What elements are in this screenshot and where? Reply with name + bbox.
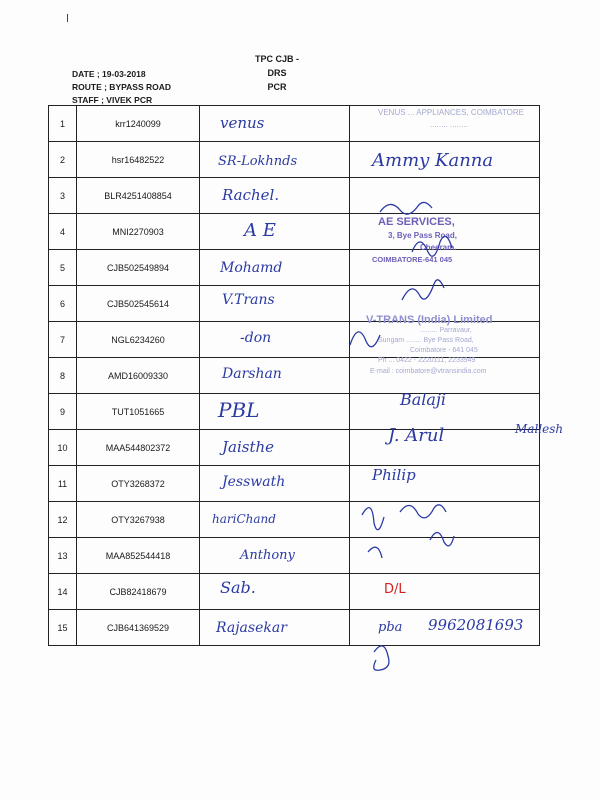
consignment-number: OTY3267938 bbox=[77, 502, 200, 538]
row-number: 13 bbox=[49, 538, 77, 574]
venus-stamp-line2: ........ ........ bbox=[430, 120, 468, 129]
receiver-name: Jaisthe bbox=[222, 438, 275, 456]
row-number: 4 bbox=[49, 214, 77, 250]
remark-row-13: D/L bbox=[384, 582, 406, 597]
ae-stamp-address3: COIMBATORE-641 045 bbox=[372, 255, 453, 264]
venus-stamp: VENUS ... APPLIANCES, COIMBATORE bbox=[378, 108, 524, 117]
row-number: 8 bbox=[49, 358, 77, 394]
receiver-name: Jesswath bbox=[222, 474, 286, 490]
consignment-number: AMD16009330 bbox=[77, 358, 200, 394]
scribble-row-3 bbox=[380, 202, 432, 214]
consignment-number: TUT1051665 bbox=[77, 394, 200, 430]
receiver-name: V.Trans bbox=[222, 292, 275, 308]
consignment-number: BLR4251408854 bbox=[77, 178, 200, 214]
vtrans-stamp: V-TRANS (India) Limited bbox=[366, 314, 493, 326]
scribble-row-6 bbox=[350, 332, 380, 347]
row-number: 10 bbox=[49, 430, 77, 466]
signature-row-9-margin: Mallesh bbox=[515, 422, 564, 436]
row-number: 1 bbox=[49, 106, 77, 142]
scribble-row-5 bbox=[402, 280, 444, 300]
vtrans-stamp-address3: Coimbatore - 641 045 bbox=[410, 347, 478, 354]
receiver-name: Sab. bbox=[220, 578, 256, 597]
date-field: DATE ; 19-03-2018 bbox=[72, 69, 146, 79]
row-number: 15 bbox=[49, 610, 77, 646]
row-number: 14 bbox=[49, 574, 77, 610]
receiver-name: PBL bbox=[218, 398, 260, 422]
row-number: 9 bbox=[49, 394, 77, 430]
receiver-name: -don bbox=[240, 330, 272, 346]
signature-row-14: 9962081693 bbox=[428, 616, 524, 634]
consignment-number: MNI2270903 bbox=[77, 214, 200, 250]
route-field: ROUTE ; BYPASS ROAD bbox=[72, 82, 172, 92]
signature-row-10: Philip bbox=[372, 466, 416, 484]
signature-row-2: Ammy Kanna bbox=[372, 150, 494, 171]
receiver-name: Mohamd bbox=[220, 260, 283, 276]
receiver-name: venus bbox=[220, 114, 265, 132]
vtrans-stamp-address2: Sungam ........ Bye Pass Road, bbox=[378, 337, 474, 344]
consignment-number: MAA544802372 bbox=[77, 430, 200, 466]
vtrans-stamp-email: E-mail : coimbatore@vtransindia.com bbox=[370, 368, 487, 375]
scribble-row-4 bbox=[412, 236, 452, 256]
ae-stamp-address1: 3, Bye Pass Road, bbox=[388, 231, 457, 240]
consignment-number: CJB502545614 bbox=[77, 286, 200, 322]
consignment-number: CJB502549894 bbox=[77, 250, 200, 286]
receiver-name: Anthony bbox=[240, 548, 295, 563]
scribble-row-15 bbox=[374, 646, 389, 670]
row-number: 7 bbox=[49, 322, 77, 358]
subtitle-line: PCR bbox=[267, 82, 287, 92]
consignment-number: NGL6234260 bbox=[77, 322, 200, 358]
receiver-name: SR-Lokhnds bbox=[218, 154, 298, 169]
consignment-number: CJB82418679 bbox=[77, 574, 200, 610]
consignment-number: hsr16482522 bbox=[77, 142, 200, 178]
staff-field: STAFF ; VIVEK PCR bbox=[72, 95, 153, 105]
receiver-name: hariChand bbox=[212, 512, 276, 526]
row-number: 5 bbox=[49, 250, 77, 286]
signature-row-14-prefix: pba bbox=[378, 620, 403, 635]
consignment-number: krr1240099 bbox=[77, 106, 200, 142]
vtrans-stamp-phone: Ph ... 0422 - 2220111, 2233949 bbox=[378, 357, 476, 364]
row-number: 12 bbox=[49, 502, 77, 538]
receiver-name: Rachel. bbox=[222, 186, 280, 204]
receiver-name: A E bbox=[244, 220, 276, 241]
scribble-row-11 bbox=[362, 505, 446, 530]
row-number: 2 bbox=[49, 142, 77, 178]
signature-row-8: Balaji bbox=[400, 390, 447, 409]
consignment-number: OTY3268372 bbox=[77, 466, 200, 502]
ae-stamp-address2: Cheeram. bbox=[420, 243, 457, 252]
row-number: 11 bbox=[49, 466, 77, 502]
row-number: 6 bbox=[49, 286, 77, 322]
receiver-name: Darshan bbox=[222, 366, 282, 382]
title-line: TPC CJB - DRS bbox=[254, 54, 299, 78]
row-number: 3 bbox=[49, 178, 77, 214]
consignment-number: MAA852544418 bbox=[77, 538, 200, 574]
consignment-number: CJB641369529 bbox=[77, 610, 200, 646]
vtrans-stamp-address1: ......... Parravaur, bbox=[420, 327, 472, 334]
ae-services-stamp: AE SERVICES, bbox=[378, 216, 455, 228]
scribble-row-12 bbox=[368, 532, 454, 558]
signature-row-9: J. Arul bbox=[388, 425, 445, 446]
receiver-name: Rajasekar bbox=[216, 620, 287, 636]
